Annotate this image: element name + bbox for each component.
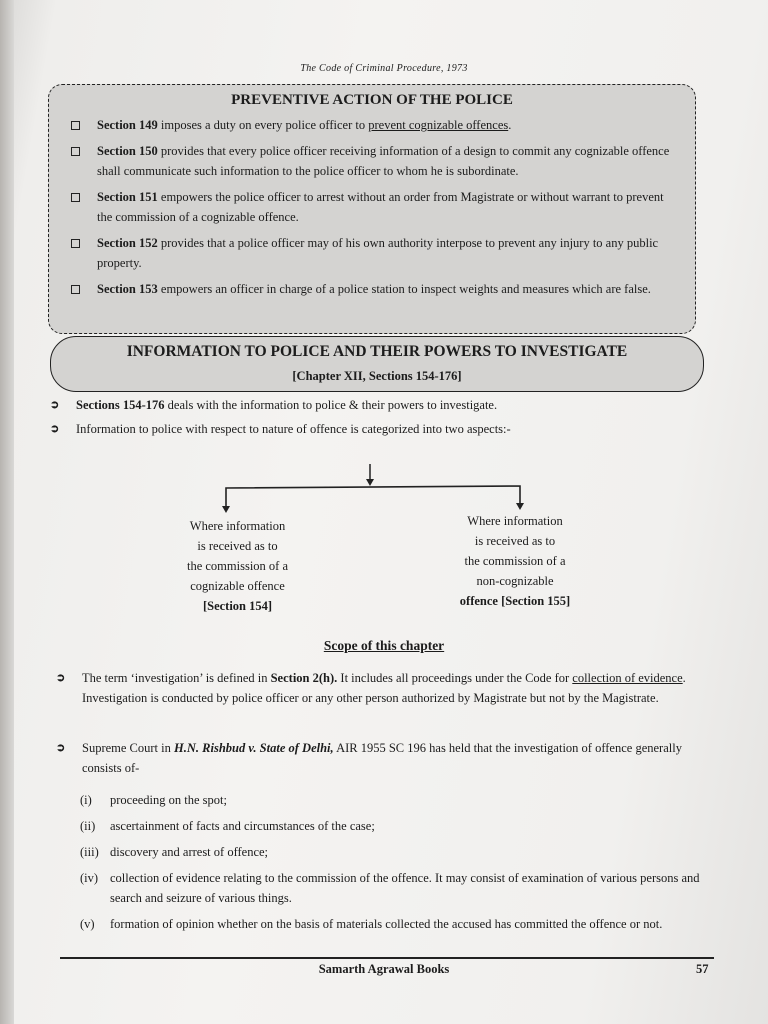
section-ref: Section 151 [97, 190, 158, 204]
bullet-text: Supreme Court in [82, 741, 175, 755]
section-ref: Section 150 [97, 144, 158, 158]
list-text: collection of evidence relating to the commission of the offence. It may consist of examination of various persons and search and seizure of various things. [110, 871, 700, 905]
left-arrow-head [222, 506, 230, 513]
section-text: imposes a duty on every police officer to [157, 118, 369, 132]
scope-bullet-2 [56, 738, 716, 778]
intro-bullet-1 [50, 395, 710, 415]
flow-line: cognizable offence [190, 579, 285, 593]
checkbox-bullet-icon [71, 121, 80, 130]
flow-line: non-cognizable [476, 574, 554, 588]
list-number: (iii) [80, 845, 99, 859]
list-text: proceeding on the spot; [110, 793, 227, 807]
list-number: (ii) [80, 819, 96, 833]
list-number: (v) [80, 917, 95, 931]
investigation-steps-list [80, 790, 720, 940]
section-text: provides that a police officer may of his own authority interpose to prevent any injury to any public property. [97, 236, 659, 270]
scope-heading: Scope of this chapter [323, 638, 445, 653]
preventive-action-box [48, 84, 696, 334]
list-item [71, 115, 679, 135]
flow-line: Where information [467, 514, 563, 528]
list-item [80, 842, 720, 862]
footer-publisher: Samarth Agrawal Books [318, 962, 450, 976]
list-item [71, 279, 679, 299]
list-item [80, 914, 720, 934]
bold-phrase: Section 2(h). [270, 671, 338, 685]
list-item [71, 141, 679, 181]
page-number: 57 [696, 962, 709, 976]
footer-rule [60, 957, 714, 959]
section-ref: Section 153 [97, 282, 158, 296]
bullet-text: It includes all proceedings under the Code for [337, 671, 573, 685]
list-text: formation of opinion whether on the basis of materials collected the accused has committed the offence or not. [110, 917, 663, 931]
chapter-banner-title: INFORMATION TO POLICE AND THEIR POWERS TO INVESTIGATE [126, 343, 628, 360]
intro-bullet-2 [50, 419, 710, 439]
branch-connector [226, 486, 520, 508]
underlined-phrase: prevent cognizable offences [368, 118, 509, 132]
flow-diagram-connectors [0, 460, 768, 530]
right-arrow-head [516, 503, 524, 510]
flow-node-non-cognizable [425, 511, 605, 611]
list-item [80, 790, 720, 810]
down-arrow-head [366, 479, 374, 486]
section-text: empowers an officer in charge of a police station to inspect weights and measures which are false. [157, 282, 651, 296]
flow-line: the commission of a [186, 559, 289, 573]
bullet-text: The term ‘investigation’ is defined in [82, 671, 271, 685]
list-text: discovery and arrest of offence; [110, 845, 269, 859]
arrow-bullet-icon: ➲ [56, 742, 66, 754]
list-item [71, 233, 679, 273]
chapter-banner [50, 336, 704, 392]
preventive-section-list [71, 115, 679, 305]
bullet-text: . Investigation is conducted by police officer or any other person authorized by Magistrate but not by the Magistrate. [82, 671, 686, 705]
underlined-phrase: collection of evidence [572, 671, 683, 685]
section-text: provides that every police officer receiving information of a design to commit any cognizable offence shall communicate such information to the police officer to whom he is subordinate. [97, 144, 670, 178]
flow-line: the commission of a [464, 554, 566, 568]
list-number: (i) [80, 793, 92, 807]
checkbox-bullet-icon [71, 285, 80, 294]
list-item [80, 868, 720, 908]
flow-line: offence [Section 155] [459, 594, 571, 608]
list-item [80, 816, 720, 836]
section-ref: Section 152 [97, 236, 158, 250]
list-item [71, 187, 679, 227]
bullet-text: AIR 1955 SC 196 has held that the investigation of offence generally consists of- [82, 741, 682, 775]
list-text: ascertainment of facts and circumstances of the case; [110, 819, 375, 833]
checkbox-bullet-icon [71, 193, 80, 202]
flow-line: is received as to [197, 539, 278, 553]
section-ref: Section 149 [97, 118, 158, 132]
flow-line: is received as to [474, 534, 556, 548]
flow-line: [Section 154] [202, 599, 273, 613]
preventive-action-title: PREVENTIVE ACTION OF THE POLICE [231, 92, 513, 108]
flow-line: Where information [189, 519, 286, 533]
running-head: The Code of Criminal Procedure, 1973 [300, 63, 468, 74]
bullet-text: Information to police with respect to nature of offence is categorized into two aspects:- [76, 422, 511, 436]
list-number: (iv) [80, 871, 99, 885]
section-text: empowers the police officer to arrest without an order from Magistrate or without warrant to prevent the commission of a cognizable offence. [97, 190, 664, 224]
chapter-banner-subtitle: [Chapter XII, Sections 154-176] [292, 369, 462, 383]
arrow-bullet-icon: ➲ [50, 423, 60, 435]
bold-phrase: Sections 154-176 [76, 398, 165, 412]
scope-bullet-1 [56, 668, 716, 708]
arrow-bullet-icon: ➲ [56, 672, 66, 684]
bullet-text: deals with the information to police & their powers to investigate. [164, 398, 498, 412]
flow-node-cognizable [150, 516, 325, 616]
checkbox-bullet-icon [71, 147, 80, 156]
case-name: H.N. Rishbud v. State of Delhi, [174, 741, 334, 755]
arrow-bullet-icon: ➲ [50, 399, 60, 411]
checkbox-bullet-icon [71, 239, 80, 248]
section-text-tail: . [508, 118, 512, 132]
